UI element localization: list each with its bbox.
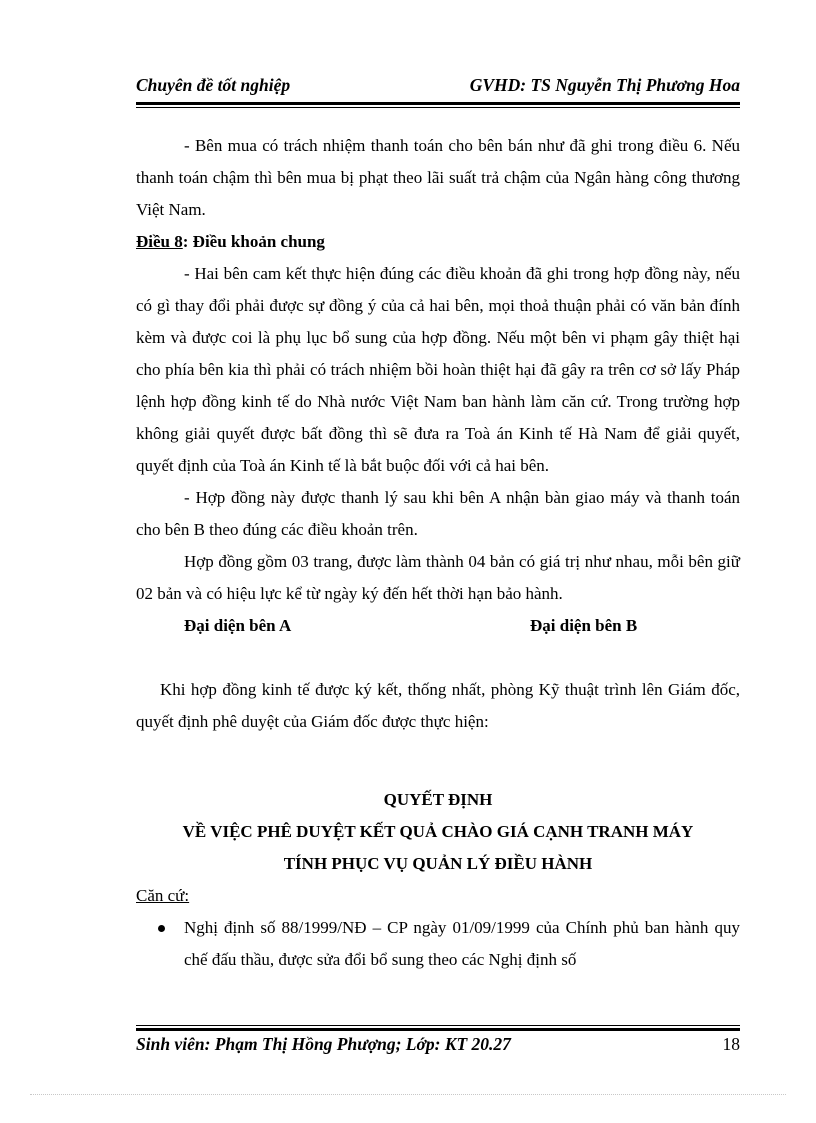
paragraph-copies: Hợp đồng gồm 03 trang, được làm thành 04 bản có giá trị như nhau, mỗi bên giữ 02 bản và có hiệu lực kể từ ngày ký đến hết thời hạn bảo hành. (136, 552, 740, 603)
signature-row (136, 610, 740, 642)
basis-heading (136, 880, 740, 912)
article-8-title: : Điều khoản chung (182, 232, 325, 251)
page-header (136, 72, 740, 102)
paragraph-liquidation: - Hợp đồng này được thanh lý sau khi bên A nhận bàn giao máy và thanh toán cho bên B theo đúng các điều khoản trên. (136, 488, 740, 539)
list-item-text: Nghị định số 88/1999/NĐ – CP ngày 01/09/1999 của Chính phủ ban hành quy chế đấu thầu, được sửa đổi bổ sung theo các Nghị định số (184, 918, 740, 969)
decision-subtitle-line2: TÍNH PHỤC VỤ QUẢN LÝ ĐIỀU HÀNH (283, 854, 593, 873)
page-bottom-divider (30, 1094, 786, 1095)
page-number: 18 (722, 1034, 740, 1054)
article-8-heading (136, 226, 740, 258)
decision-subtitle-line1: VỀ VIỆC PHÊ DUYỆT KẾT QUẢ CHÀO GIÁ CẠNH TRANH MÁY (182, 822, 694, 841)
paragraph-approval: Khi hợp đồng kinh tế được ký kết, thống nhất, phòng Kỹ thuật trình lên Giám đốc, quyết định phê duyệt của Giám đốc được thực hiện: (136, 680, 740, 731)
header-rule-thin (136, 107, 740, 108)
list-item (136, 912, 740, 976)
decision-title: QUYẾT ĐỊNH (383, 790, 493, 809)
signature-party-a: Đại diện bên A (184, 616, 292, 635)
header-rule-thick (136, 102, 740, 105)
bullet-icon (158, 925, 165, 932)
signature-party-b: Đại diện bên B (530, 616, 638, 635)
footer-rule-thick (136, 1028, 740, 1031)
header-advisor: GVHD: TS Nguyễn Thị Phương Hoa (469, 75, 740, 95)
page-footer (136, 1034, 740, 1060)
footer-rule-thin (136, 1025, 740, 1026)
article-8-label: Điều 8 (136, 232, 183, 251)
spacer (136, 738, 740, 784)
footer-student: Sinh viên: Phạm Thị Hồng Phượng; Lớp: KT 20.27 (136, 1034, 511, 1054)
paragraph-commitment: - Hai bên cam kết thực hiện đúng các điều khoản đã ghi trong hợp đồng này, nếu có gì thay đổi phải được sự đồng ý của cả hai bên, mọi thoả thuận phải có văn bản đính kèm và được coi là phụ lục bổ sung của hợp đồng. Nếu một bên vi phạm gây thiệt hại cho phía bên kia thì phải có trách nhiệm bồi hoàn thiệt hại đã gây ra trên cơ sở lấy Pháp lệnh hợp đồng kinh tế do Nhà nước Việt Nam ban hành làm căn cứ. Trong trường hợp không giải quyết được bất đồng thì sẽ đưa ra Toà án Kinh tế Hà Nam để giải quyết, quyết định của Toà án Kinh tế là bắt buộc đối với cả hai bên. (136, 264, 740, 475)
basis-label: Căn cứ: (136, 886, 190, 905)
spacer (136, 642, 740, 674)
paragraph-payment: - Bên mua có trách nhiệm thanh toán cho bên bán như đã ghi trong điều 6. Nếu thanh toán chậm thì bên mua bị phạt theo lãi suất trả chậm của Ngân hàng công thương Việt Nam. (136, 136, 740, 219)
header-topic: Chuyên đề tốt nghiệp (136, 75, 291, 95)
document-body (136, 130, 740, 976)
